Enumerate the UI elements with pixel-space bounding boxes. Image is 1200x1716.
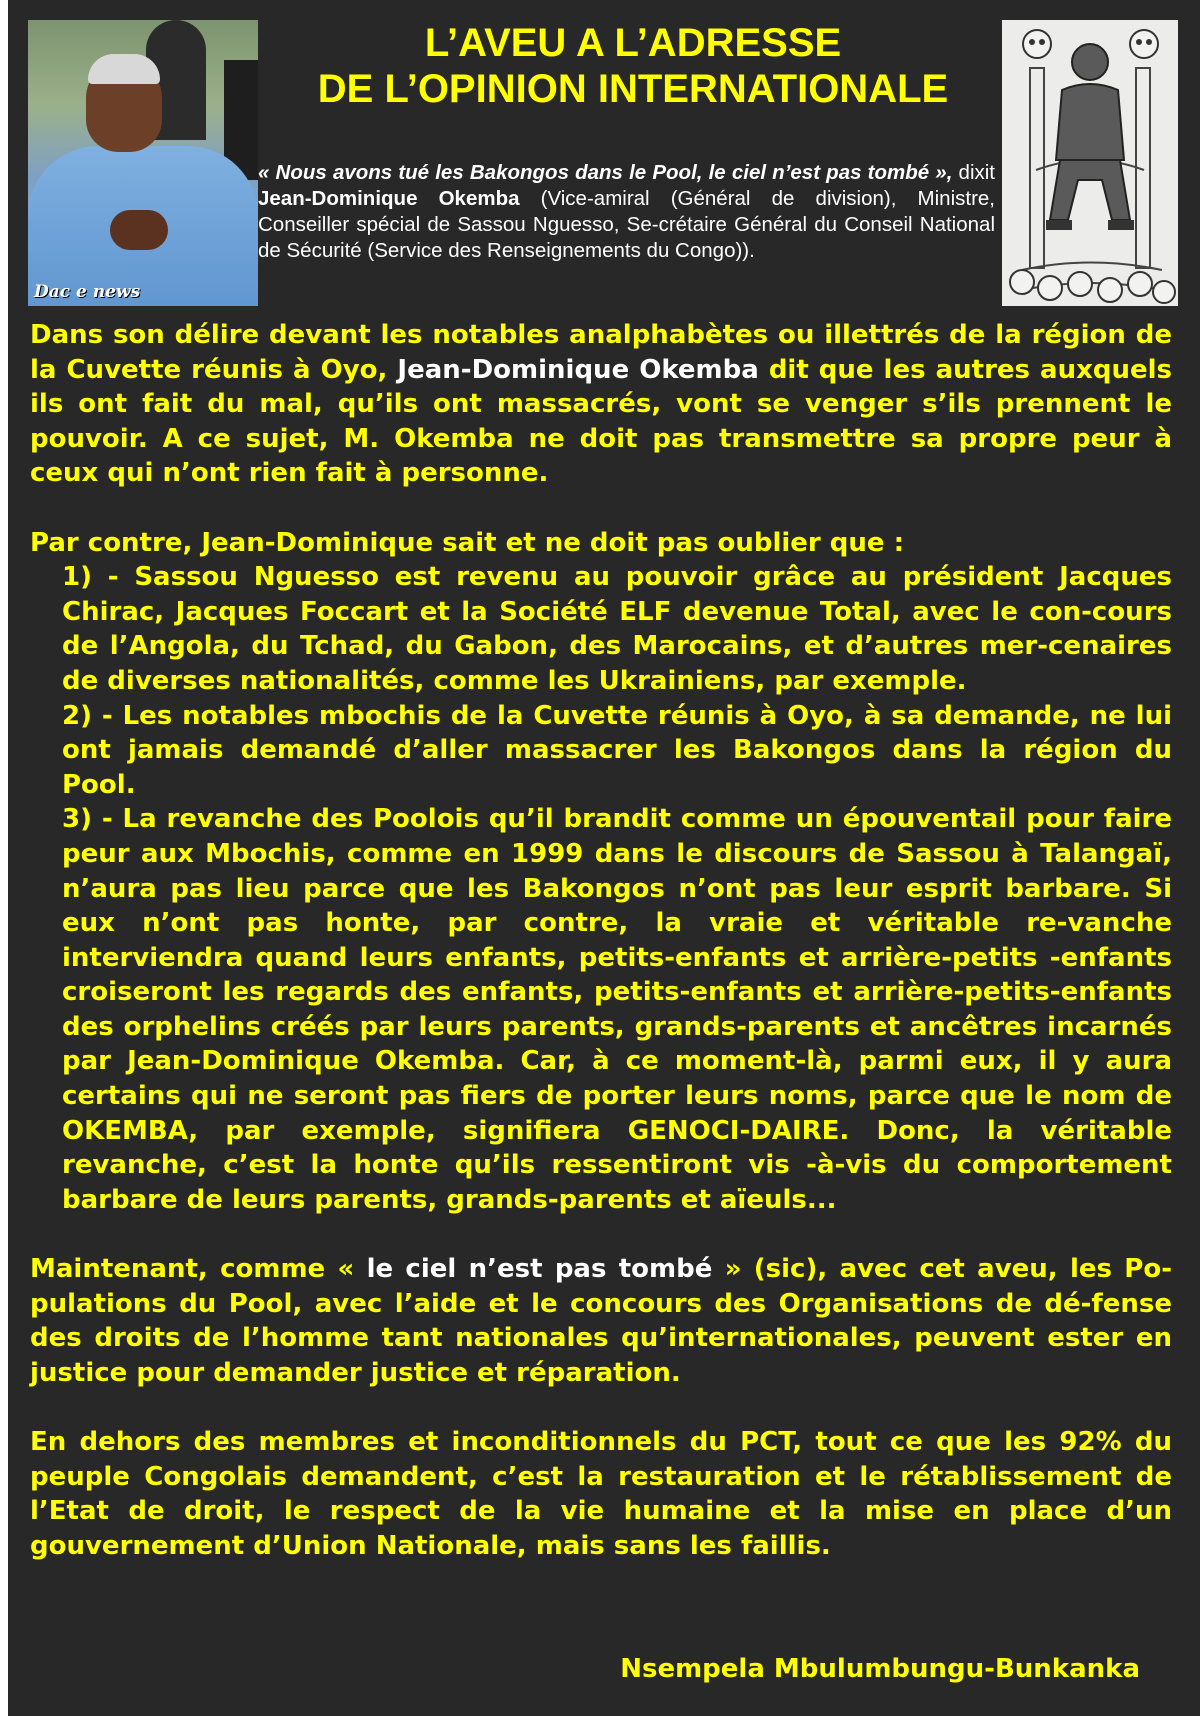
quote-name: Jean-Dominique Okemba bbox=[258, 187, 520, 210]
title-line-2: DE L’OPINION INTERNATIONALE bbox=[317, 67, 949, 111]
photo-watermark: Dac e news bbox=[34, 282, 141, 302]
paragraph-spacer bbox=[30, 491, 1172, 526]
paragraph-1-name: Jean-Dominique Okemba bbox=[397, 354, 759, 385]
list-item: 3) - La revanche des Poolois qu’il brandit comme un épouventail pour faire peur aux Mbochis, comme en 1999 dans le discours de Sassou à Talangaï, n’aura pas lieu parce que les Bakongos n’ont pas leur esprit barbare. Si eux n’ont pas honte, par contre, la vraie et véritable re-vanche interviendra quand leurs enfants, petits-enfants et arrière-petits -enfants croiseront les regards des enfants, petits-enfants et arrière-petits-enfants des orphelins créés par leurs parents, grands-parents et ancêtres incarnés par Jean-Dominique Okemba. Car, à ce moment-là, parmi eux, il y aura certains qui ne seront pas fiers de porter leurs noms, parce que le nom de OKEMBA, par exemple, signifiera GENOCI-DAIRE. Donc, la véritable revanche, c’est la honte qu’ils ressentiront vis -à-vis du comportement barbare de leurs parents, grands-parents et aïeuls... bbox=[62, 804, 1172, 1215]
paragraph-4: En dehors des membres et inconditionnels du PCT, tout ce que les 92% du peuple Congolais demandent, c’est la restauration et le rétablissement de l’Etat de droit, le respect de la vie humaine et la mise en place d’un gouvernement d’Union Nationale, mais sans les faillis. bbox=[30, 1427, 1172, 1561]
paragraph-3 bbox=[30, 1252, 1172, 1390]
flyer-page bbox=[8, 0, 1200, 1716]
paragraph-2-intro: Par contre, Jean-Dominique sait et ne doit pas oublier que : bbox=[30, 527, 904, 558]
article-body bbox=[30, 318, 1172, 1563]
portrait-hair bbox=[88, 54, 160, 84]
list-item: 1) - Sassou Nguesso est revenu au pouvoir grâce au président Jacques Chirac, Jacques Foccart et la Société ELF devenue Total, avec le con-cours de l’Angola, du Tchad, du Gabon, des Marocains, et d’autres mer-cenaires de diverses nationalités, comme les Ukrainiens, par exemple. bbox=[62, 562, 1172, 696]
title-line-1: L’AVEU A L’ADRESSE bbox=[424, 21, 842, 65]
list-item: 2) - Les notables mbochis de la Cuvette réunis à Oyo, à sa demande, ne lui ont jamais demandé d’aller massacrer les Bakongos dans la région du Pool. bbox=[62, 700, 1172, 800]
paragraph-1 bbox=[30, 318, 1172, 491]
reasons-list bbox=[30, 560, 1172, 1217]
quote-rest: (Vice-amiral (Général de division), Ministre, Conseiller spécial de Sassou Nguesso, Se-crétaire Général du Conseil National de Sécurité (Service des Renseignements du Congo)). bbox=[258, 187, 996, 262]
page-title bbox=[258, 20, 1008, 112]
caricature-svg bbox=[1002, 20, 1178, 306]
paragraph-3-start: Maintenant, comme « bbox=[30, 1254, 367, 1285]
quote-italic: « Nous avons tué les Bakongos dans le Pool, le ciel n’est pas tombé », bbox=[258, 161, 953, 184]
paragraph-1-start: Dans son délire devant les notables analphabètes ou illettrés de la région de la Cuvette réunis à Oyo, bbox=[30, 320, 1172, 385]
caricature-drawing bbox=[1002, 20, 1178, 306]
author-signature: Nsempela Mbulumbungu-Bunkanka bbox=[620, 1654, 1140, 1684]
quote-dixit: dixit bbox=[952, 161, 996, 184]
paragraph-3-quote: le ciel n’est pas tombé bbox=[366, 1254, 713, 1285]
paragraph-1-end: dit que les autres auxquels ils ont fait du mal, qu’ils ont massacrés, vont se venger s’ils prennent le pouvoir. A ce sujet, M. Okemba ne doit pas transmettre sa propre peur à ceux qui n’ont rien fait à personne. bbox=[30, 354, 1172, 489]
intro-quote bbox=[258, 160, 995, 264]
clasped-hands bbox=[110, 210, 168, 250]
paragraph-spacer bbox=[30, 1217, 1172, 1252]
portrait-photo bbox=[28, 20, 258, 306]
paragraph-3-end: » (sic), avec cet aveu, les Po-pulations du Pool, avec l’aide et le concours des Organisations de dé-fense des droits de l’homme tant nationales qu’internationales, peuvent ester en justice pour demander justice et réparation. bbox=[30, 1254, 1172, 1388]
paragraph-spacer bbox=[30, 1390, 1172, 1425]
